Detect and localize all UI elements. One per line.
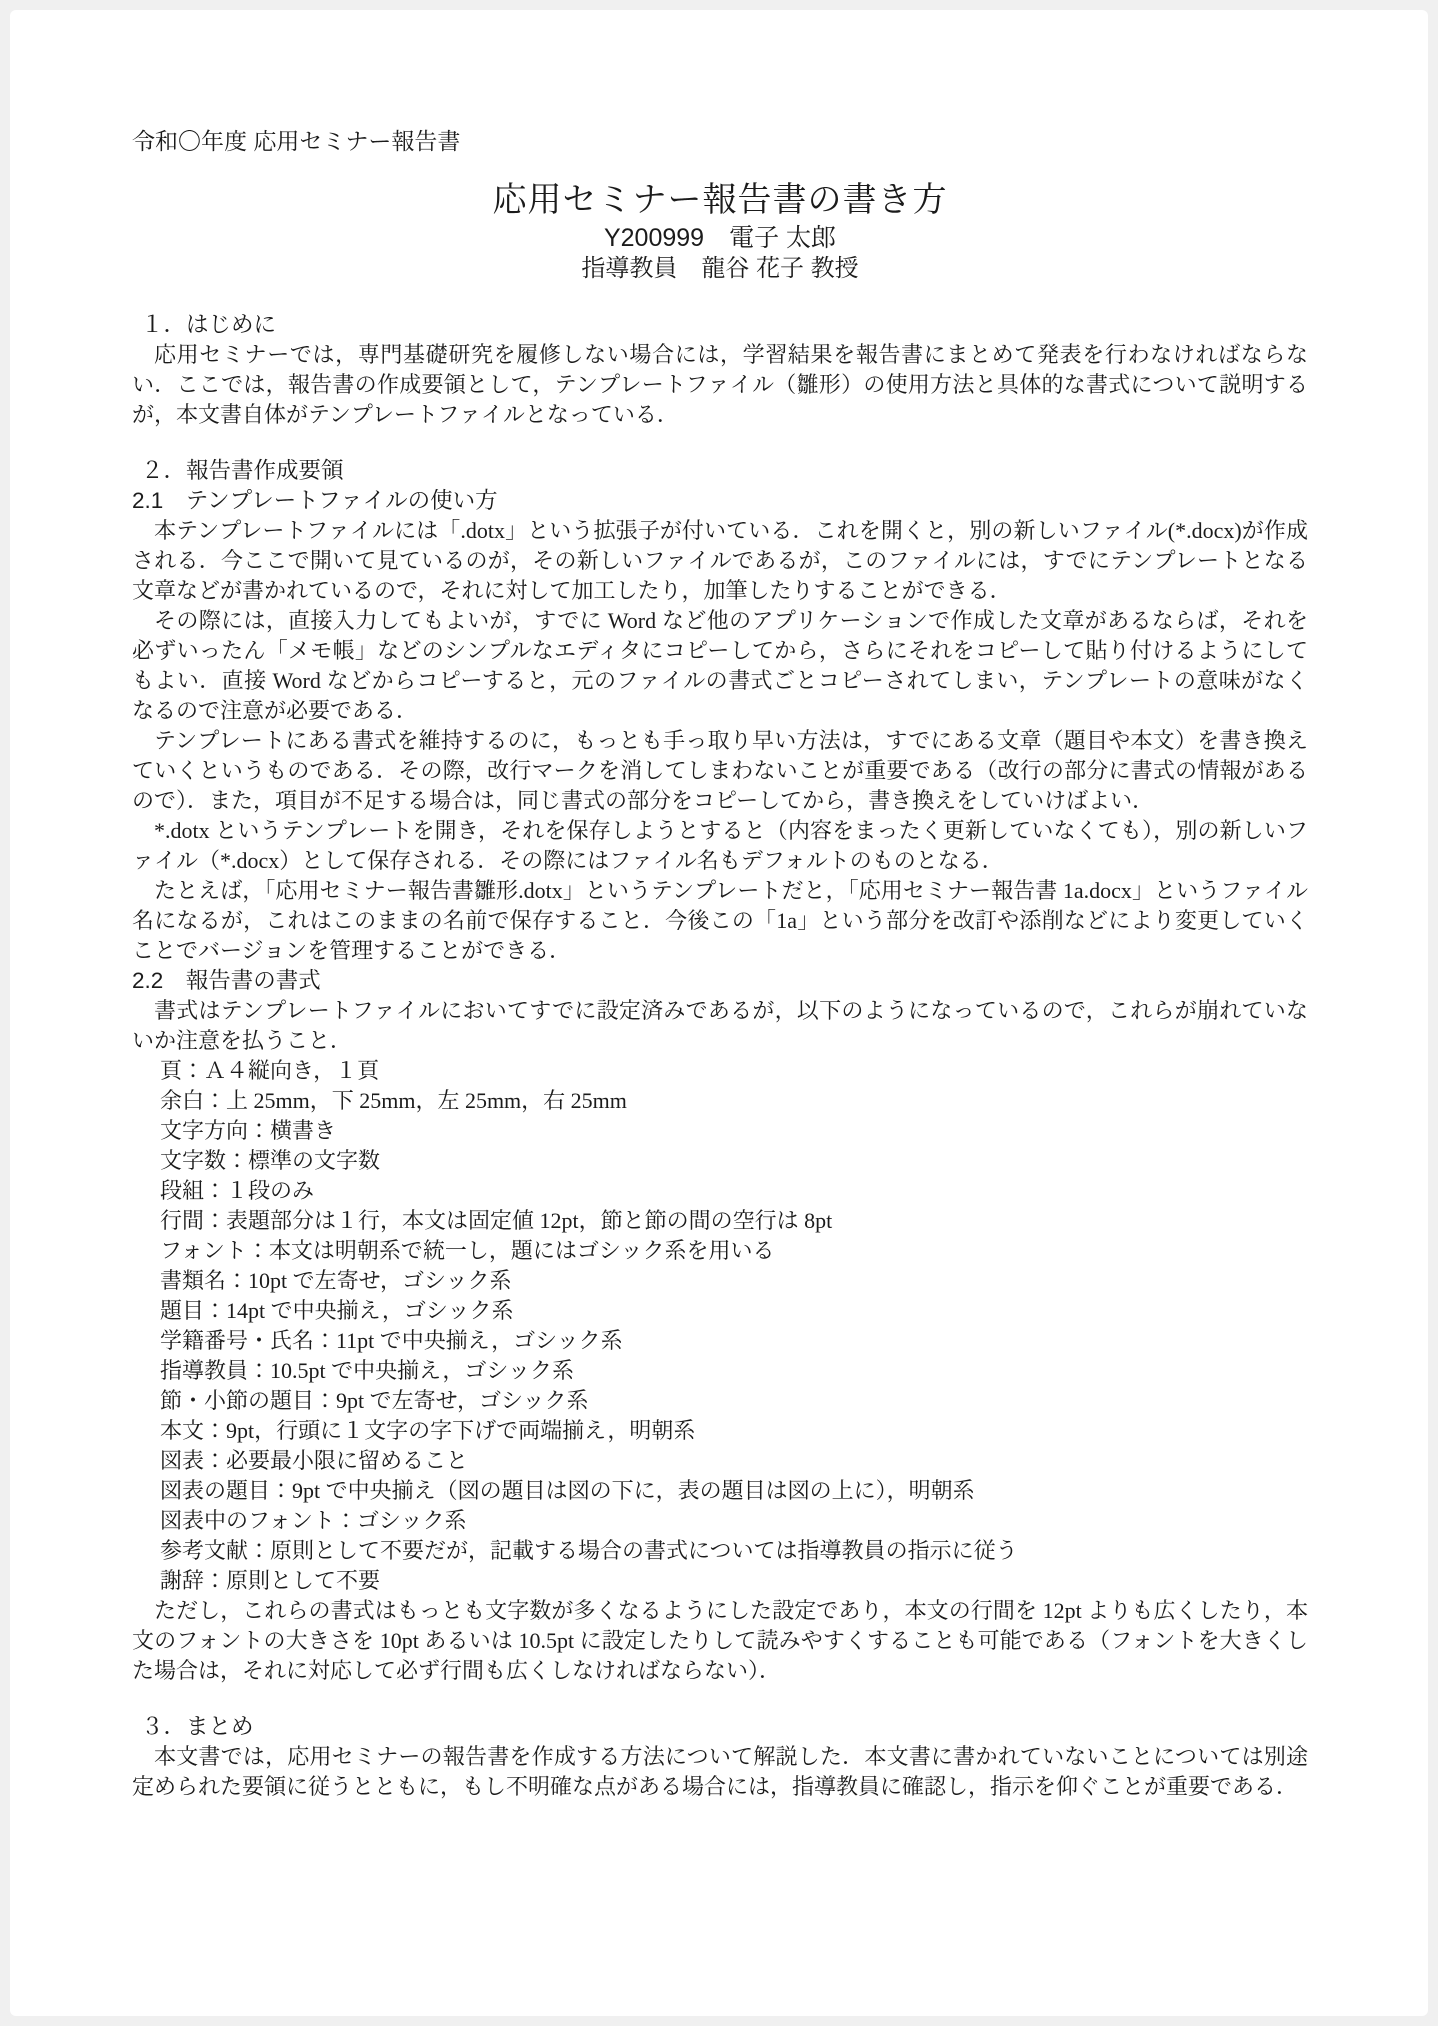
document-content <box>10 10 1428 1802</box>
format-item-margins: 余白：上 25mm，下 25mm，左 25mm，右 25mm <box>160 1088 627 1113</box>
subsection-2-1-heading: 2.1 テンプレートファイルの使い方 <box>132 488 498 513</box>
doc-type-label: 令和〇年度 応用セミナー報告書 <box>132 128 461 154</box>
format-item-figure-captions: 図表の題目：9pt で中央揃え（図の題目は図の下に，表の題目は図の上に），明朝系 <box>160 1478 975 1503</box>
report-title: 応用セミナー報告書の書き方 <box>492 181 948 219</box>
subsection-2-1-paragraph-3: テンプレートにある書式を維持するのに，もっとも手っ取り早い方法は，すでにある文章（題目や本文）を書き換えていくというものである．その際，改行マークを消してしまわないことが重要である（改行の部分に書式の情報があるので）．また，項目が不足する場合は，同じ書式の部分をコピーしてから，書き換えをしていけばよい． <box>132 728 1308 813</box>
advisor-line: 指導教員 龍谷 花子 教授 <box>581 255 859 282</box>
section-3-heading: ３．まとめ <box>141 1714 254 1739</box>
format-item-columns: 段組：１段のみ <box>160 1178 315 1203</box>
subsection-2-2-intro: 書式はテンプレートファイルにおいてすでに設定済みであるが，以下のようになっているので，これらが崩れていないか注意を払うこと． <box>132 998 1308 1053</box>
format-item-text-direction: 文字方向：横書き <box>160 1118 337 1143</box>
format-item-doc-name: 書類名：10pt で左寄せ，ゴシック系 <box>160 1268 512 1293</box>
section-2-heading: ２．報告書作成要領 <box>141 458 344 483</box>
section-1-paragraph: 応用セミナーでは，専門基礎研究を履修しない場合には，学習結果を報告書にまとめて発表を行わなければならない．ここでは，報告書の作成要領として，テンプレートファイル（雛形）の使用方法と具体的な書式について説明するが，本文書自体がテンプレートファイルとなっている． <box>132 342 1308 427</box>
format-item-line-spacing: 行間：表題部分は１行，本文は固定値 12pt，節と節の間の空行は 8pt <box>160 1208 833 1233</box>
format-item-section-titles: 節・小節の題目：9pt で左寄せ，ゴシック系 <box>160 1388 589 1413</box>
format-item-acknowledgements: 謝辞：原則として不要 <box>160 1568 381 1593</box>
format-item-font: フォント：本文は明朝系で統一し，題にはゴシック系を用いる <box>160 1238 775 1263</box>
format-item-figure-fonts: 図表中のフォント：ゴシック系 <box>160 1508 467 1533</box>
document-page <box>10 10 1428 2016</box>
subsection-2-1-paragraph-1: 本テンプレートファイルには「.dotx」という拡張子が付いている．これを開くと，別の新しいファイル(*.docx)が作成される．今ここで開いて見ているのが，その新しいファイルであるが，このファイルには，すでにテンプレートとなる文章などが書かれているので，それに対して加工したり，加筆したりすることができる． <box>132 518 1308 603</box>
subsection-2-1-paragraph-5: たとえば，「応用セミナー報告書雛形.dotx」というテンプレートだと，「応用セミナー報告書 1a.docx」というファイル名になるが，これはこのままの名前で保存すること．今後この「1a」という部分を改訂や添削などにより変更していくことでバージョンを管理することができる． <box>132 878 1308 963</box>
format-spec-list <box>160 1056 1308 1596</box>
subsection-2-1-paragraph-2: その際には，直接入力してもよいが，すでに Word など他のアプリケーションで作成した文章があるならば，それを必ずいったん「メモ帳」などのシンプルなエディタにコピーしてから，さらにそれをコピーして貼り付けるようにしてもよい．直接 Word などからコピーすると，元のファイルの書式ごとコピーされてしまい，テンプレートの意味がなくなるので注意が必要である． <box>132 608 1308 723</box>
student-id-name: Y200999 電子 太郎 <box>603 224 837 252</box>
format-item-figures: 図表：必要最小限に留めること <box>160 1448 469 1473</box>
format-item-char-count: 文字数：標準の文字数 <box>160 1148 381 1173</box>
format-item-body-text: 本文：9pt，行頭に１文字の字下げで両端揃え，明朝系 <box>160 1418 696 1443</box>
format-item-advisor: 指導教員：10.5pt で中央揃え，ゴシック系 <box>160 1358 574 1383</box>
subsection-2-1-paragraph-4: *.dotx というテンプレートを開き，それを保存しようとすると（内容をまったく更新していなくても），別の新しいファイル（*.docx）として保存される．その際にはファイル名もデフォルトのものとなる． <box>132 818 1308 873</box>
section-1-heading: １．はじめに <box>141 312 277 337</box>
section-3-paragraph: 本文書では，応用セミナーの報告書を作成する方法について解説した．本文書に書かれていないことについては別途定められた要領に従うとともに，もし不明確な点がある場合には，指導教員に確認し，指示を仰ぐことが重要である． <box>132 1744 1308 1799</box>
format-item-page: 頁：Ａ４縦向き，１頁 <box>160 1058 380 1083</box>
subsection-2-2-heading: 2.2 報告書の書式 <box>132 968 321 993</box>
format-item-title: 題目：14pt で中央揃え，ゴシック系 <box>160 1298 514 1323</box>
format-item-references: 参考文献：原則として不要だが，記載する場合の書式については指導教員の指示に従う <box>160 1538 1018 1563</box>
format-item-student-id: 学籍番号・氏名：11pt で中央揃え，ゴシック系 <box>160 1328 623 1353</box>
subsection-2-2-outro: ただし，これらの書式はもっとも文字数が多くなるようにした設定であり，本文の行間を 12pt よりも広くしたり，本文のフォントの大きさを 10pt あるいは 10.5pt に設定したりして読みやすくすることも可能である（フォントを大きくした場合は，それに対応して必ず行間も広くしなければならない）． <box>132 1598 1308 1683</box>
